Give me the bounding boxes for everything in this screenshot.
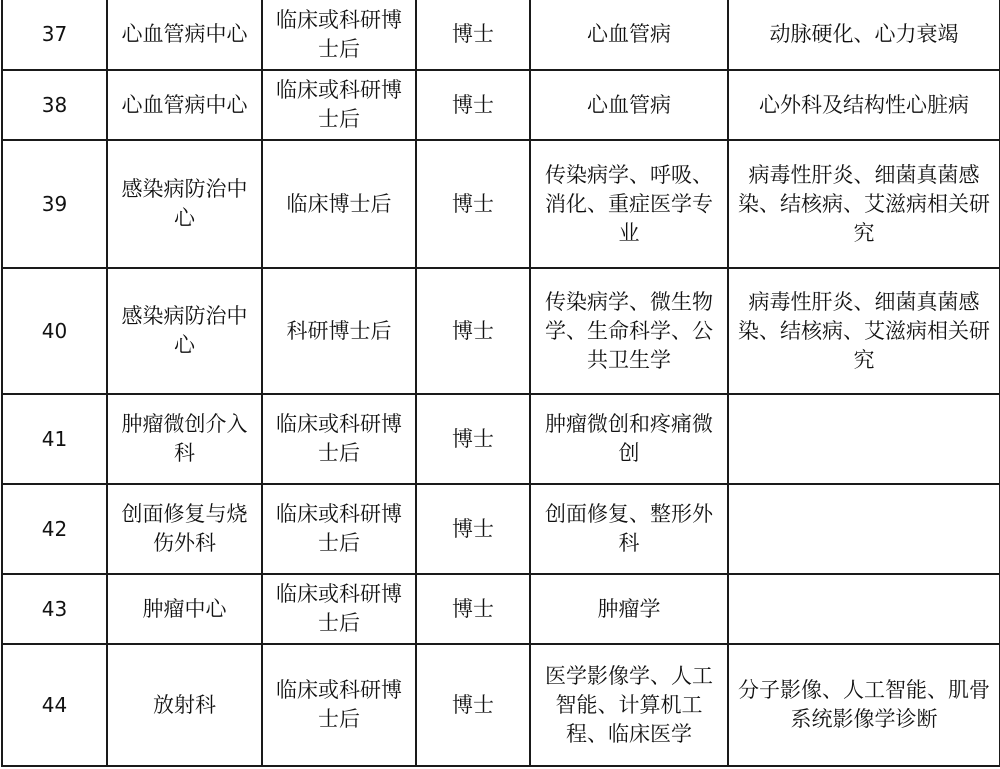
degree-cell-text: 博士: [452, 516, 494, 541]
department-cell-text: 感染病防治中心: [121, 304, 248, 357]
row-number-cell-text: 43: [41, 596, 68, 621]
postdoc-type-cell-text: 临床或科研博士后: [276, 7, 402, 61]
degree-cell-text: 博士: [452, 692, 494, 717]
row-number-cell-text: 37: [41, 22, 68, 46]
department-cell: [107, 484, 262, 574]
row-number-cell: [2, 140, 107, 268]
postdoc-type-cell: [262, 394, 416, 484]
major-cell: [530, 484, 728, 574]
degree-cell: [416, 574, 530, 644]
major-cell-text: 心血管病: [587, 22, 671, 46]
postdoc-type-cell: [262, 644, 416, 766]
postdoc-type-cell-text: 临床博士后: [286, 191, 392, 216]
degree-cell-text: 博士: [452, 426, 494, 451]
department-cell-text: 放射科: [153, 692, 216, 717]
department-cell: [107, 644, 262, 766]
department-cell: [107, 70, 262, 140]
row-number-cell-text: 42: [41, 516, 68, 541]
degree-cell: [416, 644, 530, 766]
major-cell-text: 肿瘤学: [597, 596, 661, 621]
major-cell-text: 传染病学、呼吸、消化、重症医学专业: [545, 162, 713, 245]
row-number-cell-text: 40: [41, 318, 68, 343]
row-number-cell: [2, 644, 107, 766]
department-cell-text: 心血管病中心: [121, 92, 248, 117]
research-direction-cell-text: 病毒性肝炎、细菌真菌感染、结核病、艾滋病相关研究: [738, 289, 990, 372]
postdoc-type-cell-text: 临床或科研博士后: [276, 582, 402, 635]
row-number-cell: [2, 268, 107, 394]
row-number-cell: [2, 394, 107, 484]
degree-cell-text: 博士: [452, 191, 494, 216]
research-direction-cell-text: 分子影像、人工智能、肌骨系统影像学诊断: [738, 678, 990, 731]
table-row: [2, 70, 1000, 140]
major-cell-text: 肿瘤微创和疼痛微创: [545, 412, 713, 465]
row-number-cell-text: 44: [41, 692, 68, 717]
department-cell-text: 心血管病中心: [121, 22, 248, 46]
department-cell-text: 感染病防治中心: [121, 177, 248, 230]
degree-cell: [416, 140, 530, 268]
research-direction-cell: [728, 268, 1000, 394]
major-cell: [530, 268, 728, 394]
research-direction-cell: [728, 0, 1000, 70]
major-cell: [530, 70, 728, 140]
degree-cell: [416, 484, 530, 574]
table-row: [2, 574, 1000, 644]
postdoc-type-cell-text: 临床或科研博士后: [276, 412, 402, 465]
degree-cell-text: 博士: [452, 596, 494, 621]
postdoc-type-cell: [262, 140, 416, 268]
table-row: [2, 644, 1000, 766]
row-number-cell-text: 39: [41, 191, 68, 216]
major-cell-text: 心血管病: [587, 92, 671, 117]
row-number-cell: [2, 70, 107, 140]
research-direction-cell: [728, 644, 1000, 766]
row-number-cell: [2, 0, 107, 70]
table-row: [2, 484, 1000, 574]
postdoc-type-cell-text: 临床或科研博士后: [276, 502, 402, 555]
major-cell: [530, 140, 728, 268]
department-cell-text: 肿瘤中心: [142, 596, 227, 621]
degree-cell: [416, 0, 530, 70]
department-cell-text: 创面修复与烧伤外科: [121, 502, 248, 555]
table-row: [2, 0, 1000, 70]
degree-cell-text: 博士: [452, 318, 494, 343]
degree-cell-text: 博士: [452, 92, 494, 117]
department-cell: [107, 0, 262, 70]
recruitment-table: [1, 0, 1000, 767]
table-body: [2, 0, 1000, 766]
research-direction-cell-text: 动脉硬化、心力衰竭: [769, 22, 959, 46]
major-cell-text: 医学影像学、人工智能、计算机工程、临床医学: [545, 663, 713, 746]
major-cell-text: 创面修复、整形外科: [545, 502, 713, 555]
row-number-cell-text: 41: [41, 426, 68, 451]
major-cell: [530, 574, 728, 644]
major-cell: [530, 644, 728, 766]
row-number-cell: [2, 484, 107, 574]
department-cell-text: 肿瘤微创介入科: [121, 412, 248, 465]
postdoc-type-cell: [262, 0, 416, 70]
department-cell: [107, 394, 262, 484]
postdoc-type-cell-text: 临床或科研博士后: [276, 78, 402, 131]
row-number-cell-text: 38: [41, 92, 68, 117]
department-cell: [107, 574, 262, 644]
major-cell: [530, 0, 728, 70]
postdoc-type-cell: [262, 484, 416, 574]
research-direction-cell: [728, 574, 1000, 644]
postdoc-type-cell-text: 科研博士后: [286, 318, 392, 343]
department-cell: [107, 268, 262, 394]
postdoc-type-cell: [262, 574, 416, 644]
major-cell: [530, 394, 728, 484]
degree-cell: [416, 70, 530, 140]
research-direction-cell: [728, 140, 1000, 268]
research-direction-cell-text: 心外科及结构性心脏病: [759, 92, 969, 117]
table-row: [2, 394, 1000, 484]
research-direction-cell-text: 病毒性肝炎、细菌真菌感染、结核病、艾滋病相关研究: [738, 162, 990, 245]
research-direction-cell: [728, 394, 1000, 484]
research-direction-cell: [728, 70, 1000, 140]
postdoc-type-cell-text: 临床或科研博士后: [276, 678, 402, 731]
table-row: [2, 268, 1000, 394]
department-cell: [107, 140, 262, 268]
table-row: [2, 140, 1000, 268]
postdoc-type-cell: [262, 268, 416, 394]
degree-cell: [416, 394, 530, 484]
major-cell-text: 传染病学、微生物学、生命科学、公共卫生学: [545, 289, 713, 372]
degree-cell: [416, 268, 530, 394]
degree-cell-text: 博士: [452, 22, 494, 46]
research-direction-cell: [728, 484, 1000, 574]
postdoc-type-cell: [262, 70, 416, 140]
row-number-cell: [2, 574, 107, 644]
